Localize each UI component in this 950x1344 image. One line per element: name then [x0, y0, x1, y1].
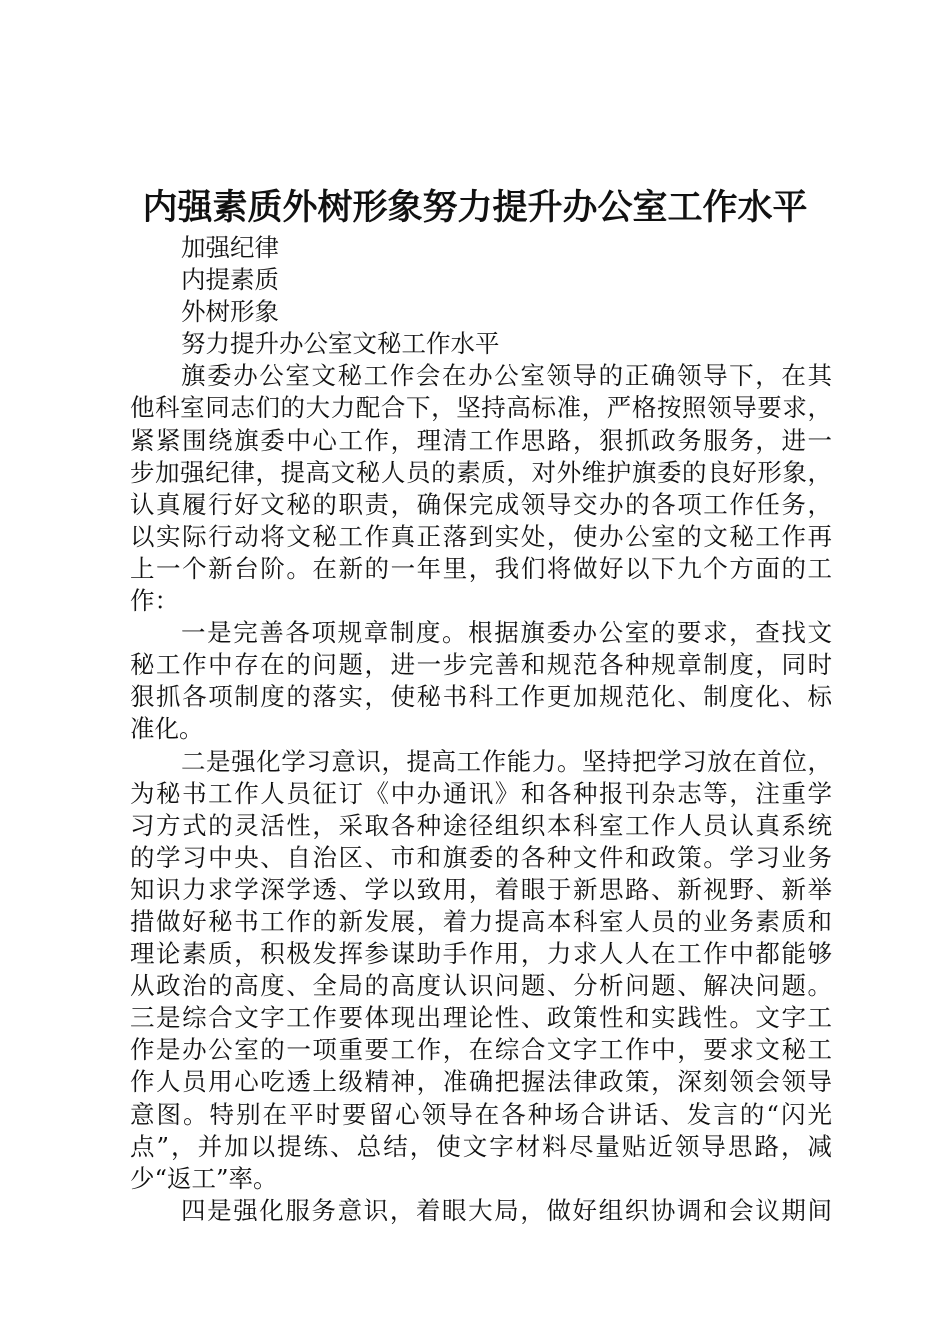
paragraph-line: 秘工作中存在的问题，进一步完善和规范各种规章制度，同时 — [130, 650, 832, 680]
paragraph-line: 少“返工”率。 — [130, 1163, 278, 1193]
paragraph-line: 为秘书工作人员征订《中办通讯》和各种报刊杂志等，注重学 — [130, 778, 832, 808]
paragraph-line: 他科室同志们的大力配合下，坚持高标准，严格按照领导要求， — [130, 393, 832, 423]
paragraph-line: 准化。 — [130, 714, 204, 744]
paragraph-line: 旗委办公室文秘工作会在办公室领导的正确领导下，在其 — [181, 361, 832, 391]
paragraph-line: 作人员用心吃透上级精神，准确把握法律政策，深刻领会领导 — [130, 1067, 832, 1097]
paragraph-line: 点”，并加以提练、总结，使文字材料尽量贴近领导思路，减 — [130, 1131, 832, 1161]
paragraph-line: 作： — [130, 586, 179, 616]
document-title: 内强素质外树形象努力提升办公室工作水平 — [142, 187, 808, 228]
paragraph-line: 作是办公室的一项重要工作，在综合文字工作中，要求文秘工 — [130, 1035, 832, 1065]
document-body — [130, 232, 832, 1227]
paragraph-line: 认真履行好文秘的职责，确保完成领导交办的各项工作任务， — [130, 489, 832, 519]
paragraph-line: 理论素质，积极发挥参谋助手作用，力求人人在工作中都能够 — [130, 939, 832, 969]
paragraph-line: 上一个新台阶。在新的一年里，我们将做好以下九个方面的工 — [130, 553, 832, 583]
paragraph-line: 习方式的灵活性，采取各种途径组织本科室工作人员认真系统 — [130, 810, 832, 840]
paragraph-line: 一是完善各项规章制度。根据旗委办公室的要求，查找文 — [181, 618, 832, 648]
paragraph-line: 二是强化学习意识，提高工作能力。坚持把学习放在首位， — [181, 746, 832, 776]
paragraph-line: 步加强纪律，提高文秘人员的素质，对外维护旗委的良好形象， — [130, 457, 832, 487]
subtitle-line: 外树形象 — [181, 297, 279, 327]
paragraph-line: 的学习中央、自治区、市和旗委的各种文件和政策。学习业务 — [130, 842, 832, 872]
paragraph-line: 意图。特别在平时要留心领导在各种场合讲话、发言的“闪光 — [130, 1099, 832, 1129]
paragraph-line: 措做好秘书工作的新发展，着力提高本科室人员的业务素质和 — [130, 906, 832, 936]
paragraph-line: 三是综合文字工作要体现出理论性、政策性和实践性。文字工 — [130, 1003, 832, 1033]
paragraph-line: 紧紧围绕旗委中心工作，理清工作思路，狠抓政务服务，进一 — [130, 425, 832, 455]
paragraph-line: 以实际行动将文秘工作真正落到实处，使办公室的文秘工作再 — [130, 521, 832, 551]
paragraph-line: 从政治的高度、全局的高度认识问题、分析问题、解决问题。 — [130, 971, 832, 1001]
subtitle-line: 努力提升办公室文秘工作水平 — [181, 329, 500, 359]
paragraph-line: 四是强化服务意识，着眼大局，做好组织协调和会议期间 — [181, 1195, 832, 1225]
subtitle-line: 内提素质 — [181, 265, 279, 295]
paragraph-line: 狠抓各项制度的落实，使秘书科工作更加规范化、制度化、标 — [130, 682, 832, 712]
paragraph-line: 知识力求学深学透、学以致用，着眼于新思路、新视野、新举 — [130, 874, 832, 904]
subtitle-line: 加强纪律 — [181, 233, 279, 262]
